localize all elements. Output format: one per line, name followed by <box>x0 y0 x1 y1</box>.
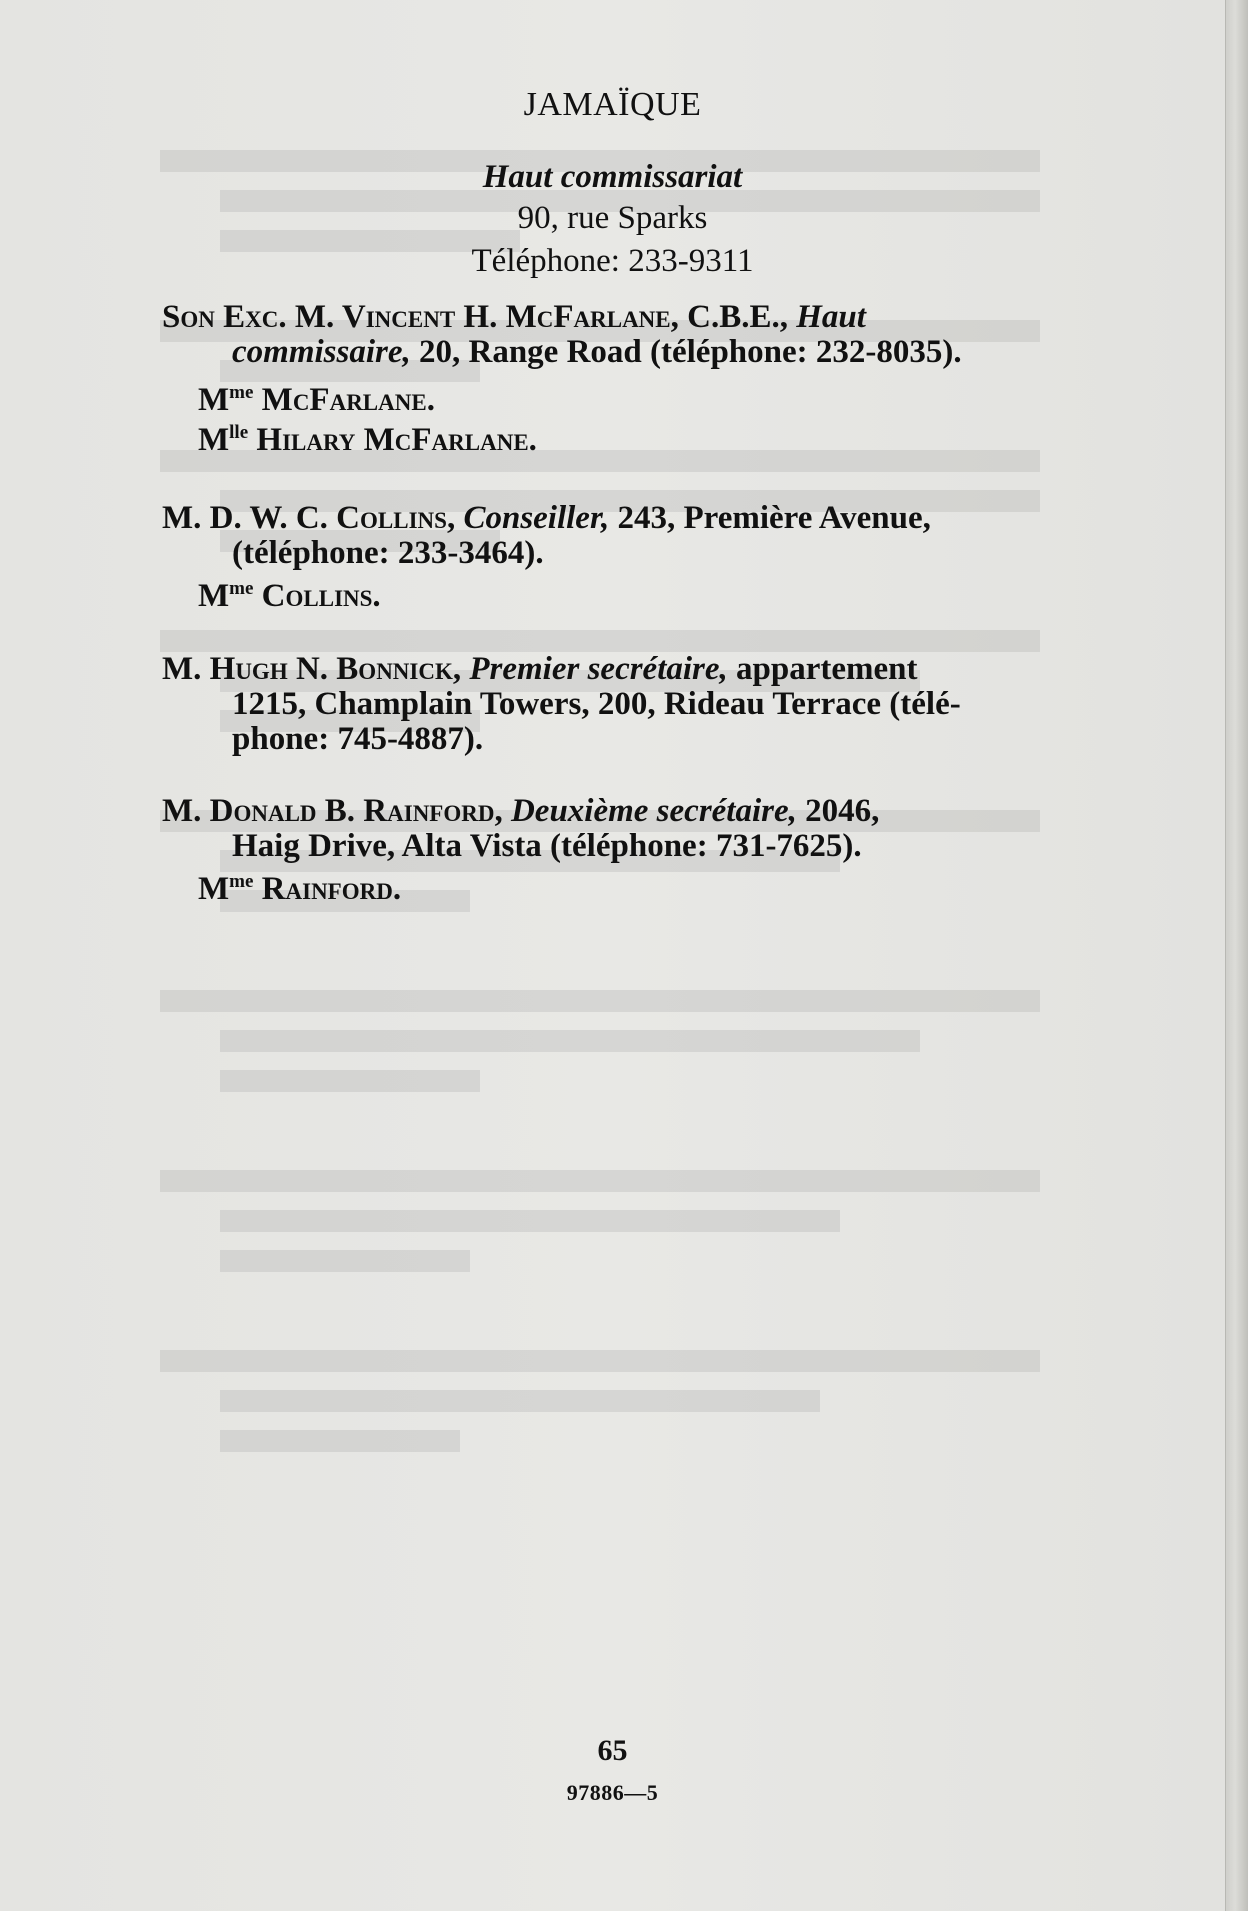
daughter-entry: $M^{lle}$ Hilary McFarlane. <box>198 422 537 458</box>
spouse-entry: $M^{me}$ Rainford. <box>198 871 402 907</box>
person-name: Son Exc. M. Vincent H. McFarlane, C.B.E., <box>162 299 797 335</box>
person-phone: phone: 745-4887). <box>232 721 484 757</box>
person-title: Deuxième secrétaire, <box>510 793 797 829</box>
person-name: M. Hugh N. Bonnick, <box>162 651 470 687</box>
spouse-entry: $M^{me}$ McFarlane. <box>198 382 435 418</box>
office-phone: Téléphone: 233-9311 <box>471 243 754 279</box>
print-code: 97886—5 <box>566 1780 659 1805</box>
entry-mcfarlane <box>162 300 1072 370</box>
person-name: M. Donald B. Rainford, <box>162 793 511 829</box>
spouse-entry: $M^{me}$ Collins. <box>198 578 381 614</box>
entry-rainford <box>162 794 1072 864</box>
person-title-cont: commissaire, <box>232 334 411 370</box>
office-name: Haut commissariat <box>482 159 743 195</box>
person-address: 20, Range Road (téléphone: 232-8035). <box>410 334 962 370</box>
page-edge <box>1225 0 1248 1911</box>
person-address: 243, Première Avenue, <box>609 500 931 536</box>
page-title: JAMAÏQUE <box>523 86 702 123</box>
person-address: appartement <box>727 651 918 687</box>
person-title: Conseiller, <box>463 500 610 536</box>
person-title: Haut <box>796 299 866 335</box>
person-address-cont: Haig Drive, Alta Vista (téléphone: 731-7625). <box>232 828 862 864</box>
person-phone: (téléphone: 233-3464). <box>232 535 544 571</box>
page-number: 65 <box>597 1734 628 1767</box>
entry-bonnick <box>162 652 1072 757</box>
person-address: 2046, <box>796 793 880 829</box>
person-name: M. D. W. C. Collins, <box>162 500 464 536</box>
person-address-cont: 1215, Champlain Towers, 200, Rideau Terrace (télé- <box>232 686 961 722</box>
office-address: 90, rue Sparks <box>517 200 708 236</box>
person-title: Premier secrétaire, <box>469 651 728 687</box>
entry-collins <box>162 501 1072 571</box>
